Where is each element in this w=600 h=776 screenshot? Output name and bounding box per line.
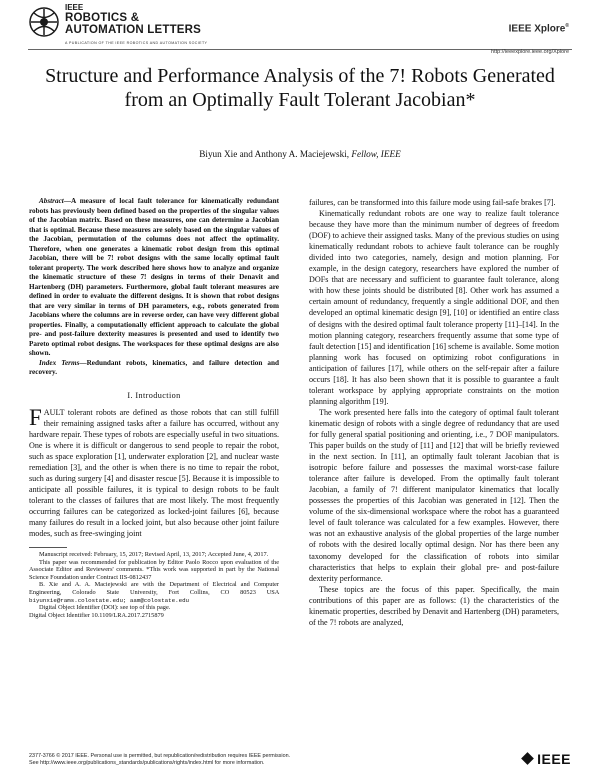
footnote-doi-note: Digital Object Identifier (DOI): see top of this page. (39, 604, 171, 612)
index-terms-text: —Redundant robots, kinematics, and failure detection and recovery. (29, 358, 279, 376)
copyright-notice: 2377-3766 © 2017 IEEE. Personal use is permitted, but republication/redistribution requires IEEE permission. (29, 753, 291, 759)
author-role: Fellow, IEEE (351, 149, 401, 159)
section-heading-introduction: I. Introduction (127, 390, 181, 400)
ieee-xplore-logo (509, 23, 569, 34)
intro-paragraph (29, 404, 279, 540)
ieee-diamond-icon (521, 752, 534, 765)
right-column (309, 197, 559, 628)
ieee-footer-logo (523, 751, 571, 767)
footnote-doi: Digital Object Identifier 10.1109/LRA.2017.2715879 (29, 611, 164, 619)
footnote-affiliation-text: B. Xie and A. A. Maciejewski are with the Department of Electrical and Computer Engineering, Colorado State University, Fort Collins, CO 80523 USA (29, 581, 279, 597)
xplore-reg: ® (565, 23, 569, 29)
footnote-recommendation: This paper was recommended for publication by Editor Paolo Rocco upon evaluation of the Associate Editor and Reviewers' comments. *This work was supported in part by the National Science Foundation under Contract IIS-0812437 (29, 558, 279, 581)
rights-link[interactable]: See http://www.ieee.org/publications_standards/publications/rights/index.html for more information. (29, 759, 265, 766)
right-paragraph-0: failures, can be transformed into this failure mode using fail-safe brakes [7]. (309, 198, 556, 207)
author-names: Biyun Xie and Anthony A. Maciejewski, (199, 149, 350, 159)
paper-authors (40, 149, 560, 159)
drop-cap: F (29, 404, 42, 430)
abstract-label: Abstract (39, 197, 64, 205)
page-footer (29, 753, 290, 766)
abstract (29, 197, 279, 359)
header-ieee: IEEE (65, 3, 84, 12)
right-paragraph-3: These topics are the focus of this paper. Specifically, the main contributions of this paper are as follows: (1) the characteristics of the kinematic properties, described by Denavit and Hartenberg (DH) parameters, of the 7! robots are analyzed, (309, 584, 559, 627)
footnote-manuscript: Manuscript received: February, 15, 2017; Revised April, 13, 2017; Accepted June, 4, 2017. (39, 551, 269, 559)
ieee-footer-text: IEEE (537, 751, 571, 767)
left-column (29, 197, 279, 619)
journal-name-line2: AUTOMATION LETTERS (65, 24, 202, 36)
ral-logo-icon (29, 7, 59, 37)
index-terms (29, 359, 279, 378)
footnote-affiliation (29, 581, 279, 604)
intro-text: AULT tolerant robots are defined as those robots that can still fulfill their remaining assigned tasks after a failure has occurred, without any hardware repair. These types of robots are especially useful in two situations. One is where it is difficult or dangerous to send people to repair the robot, such as space exploration [1], underwater exploration [2], and nuclear waste remediation [3], and the other is when there is no time to repair the robot, such as during surgery [4] and disaster rescue [5]. Because it is impossible to anticipate all possible failures, it is typical to design robots to be fault tolerant to the classes of failures that are most likely. The most frequently occurring failures can be categorized as locked-joint failures [6], because many failures do result in a locked joint, but also because other joint failure modes, such as free-swinging joint (29, 407, 279, 539)
author-emails[interactable]: biyunxie@rams.colostate.edu; aam@colostate.edu (29, 596, 190, 604)
right-paragraph-1: Kinematically redundant robots are one way to realize fault tolerance because they have more than the minimum number of degrees of freedom (DOF) to achieve their assigned tasks. Many of the previous studies on using kinematically redundant robots to achieve fault tolerance can be roughly divided into two categories, namely, design and motion planning. For example, in the design category, researchers have explored the number of DOFs that are necessary and sufficient to guarantee fault tolerance, along with how these joints should be distributed [8]. Other work has assumed a certain amount of redundancy, frequently a single additional DOF, and then developed an optimal kinematic design [9], [10] or identified an entire class of designs with the desired optimal fault tolerance property [11]–[14]. In the motion planning category, researchers frequently assume that some type of fault detection [15] and identification [16] scheme is available. Some motion planning work has focused on optimizing robot configurations in anticipation of failures [17], while others on the self-repair after a failure occurs [18]. It has also been shown that it is possible to guarantee a fault tolerant workspace by applying appropriate constraints on the motion planning algorithm [19]. (309, 209, 559, 406)
xplore-url[interactable]: http://ieeexplore.ieee.org/Xplore (491, 49, 569, 55)
right-paragraph-2: The work presented here falls into the category of optimal fault tolerant kinematic design of robots with a single degree of redundancy that are used for fully general spatial positioning and orienting, i.e., 7 DOF manipulators. This paper builds on the study of [11] and [12] that will be briefly reviewed in the next section. In [11], an optimally fault tolerant Jacobian that is isotropic before failure and possesses the maximal worst-case failure tolerance after failure is developed. From the optimally fault tolerant Jacobian, a family of 7! different manipulator kinematics that locally possesses the properties of this Jacobian was generated in [12]. Then the volume of the six-dimensional workspace where the robot has a guaranteed level of fault tolerance was calculated for a few examples. However, there was not an exhaustive analysis of the global properties of the large number of robots with the desired locally optimal design. Nor has there been any taxonomy developed for the classification of robots into similar characteristics that helps to explain their global pre- and post-failure dexterity performance. (309, 407, 559, 583)
abstract-text: —A measure of local fault tolerance for kinematically redundant robots has previously been defined based on the properties of the singular values of the Jacobian matrix. Based on these measures, one can determine a Jacobian that is optimal. Because these measures are solely based on the singular values of the Jacobian, permutation of the columns does not affect the optimality. Therefore, when one generates a kinematic robot design from this optimal Jacobian, there will be 7! robot designs with the same locally optimal fault tolerant property. The work described here shows how to analyze and organize the kinematic structure of these 7! designs in terms of their Denavit and Hartenberg (DH) parameters. Furthermore, global fault tolerant measures are defined in order to evaluate the different designs. It is shown that robot designs that are very similar in terms of DH parameters, e.g., robots generated from Jacobians where the columns are in reverse order, can have very different global properties. Finally, a computationally efficient approach to calculate the global pre- and post-failure dexterity measures is presented and used to identify two Pareto optimal robot designs. The workspaces for these optimal designs are also shown. (29, 197, 279, 357)
xplore-text: IEEE Xplore (508, 23, 566, 35)
index-terms-label: Index Terms (39, 358, 80, 367)
paper-title: Structure and Performance Analysis of the 7! Robots Generated from an Optimally Fault Tolerant Jacobian* (45, 65, 555, 111)
footnote-divider (29, 547, 67, 548)
journal-name (65, 12, 201, 36)
journal-tagline: A PUBLICATION OF THE IEEE ROBOTICS AND AUTOMATION SOCIETY (65, 41, 208, 45)
journal-name-line1: ROBOTICS & (65, 12, 140, 24)
